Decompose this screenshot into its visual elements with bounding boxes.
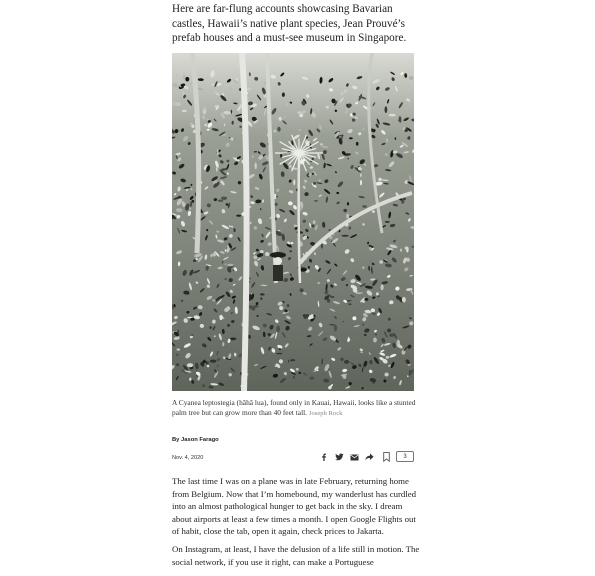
paragraph: On Instagram, at least, I have the delusion of a life still in motion. The social network, if you use it right, can make a Portuguese [172, 543, 420, 567]
facebook-icon[interactable] [318, 451, 330, 463]
email-icon[interactable] [348, 451, 360, 463]
twitter-icon[interactable] [333, 451, 345, 463]
paragraph: The last time I was on a plane was in late February, returning home from Belgium. Now that I’m homebound, my wanderlust has curdled into an almost pathological hunger to get back in the sky. I dream about airports at least a few times a month. I open Google Flights out of habit, close the tab, open it again, check prices to Jakarta. [172, 476, 417, 537]
publish-date: Nov. 4, 2020 [172, 455, 204, 461]
share-arrow-icon[interactable] [363, 451, 375, 463]
photo-caption [172, 398, 418, 420]
byline-row [172, 450, 418, 466]
comments-button[interactable]: 3 [396, 451, 414, 462]
bookmark-icon[interactable] [380, 451, 392, 463]
caption-text: A Cyanea leptostegia (hāhā lua), found only in Kauai, Hawaii, looks like a stunted palm tree but can grow more than 40 feet tall. [172, 398, 416, 418]
article-intro: Here are far-flung accounts showcasing Bavarian castles, Hawaii’s native plant species, Jean Prouvé’s prefab houses and a must-see museum in Singapore. [172, 3, 407, 45]
byline[interactable]: By Jason Farago [172, 437, 219, 443]
photo-credit: Joseph Rock [308, 410, 343, 418]
photo-forest-image [172, 53, 414, 391]
article-body [172, 475, 422, 573]
article-photo [172, 53, 414, 391]
